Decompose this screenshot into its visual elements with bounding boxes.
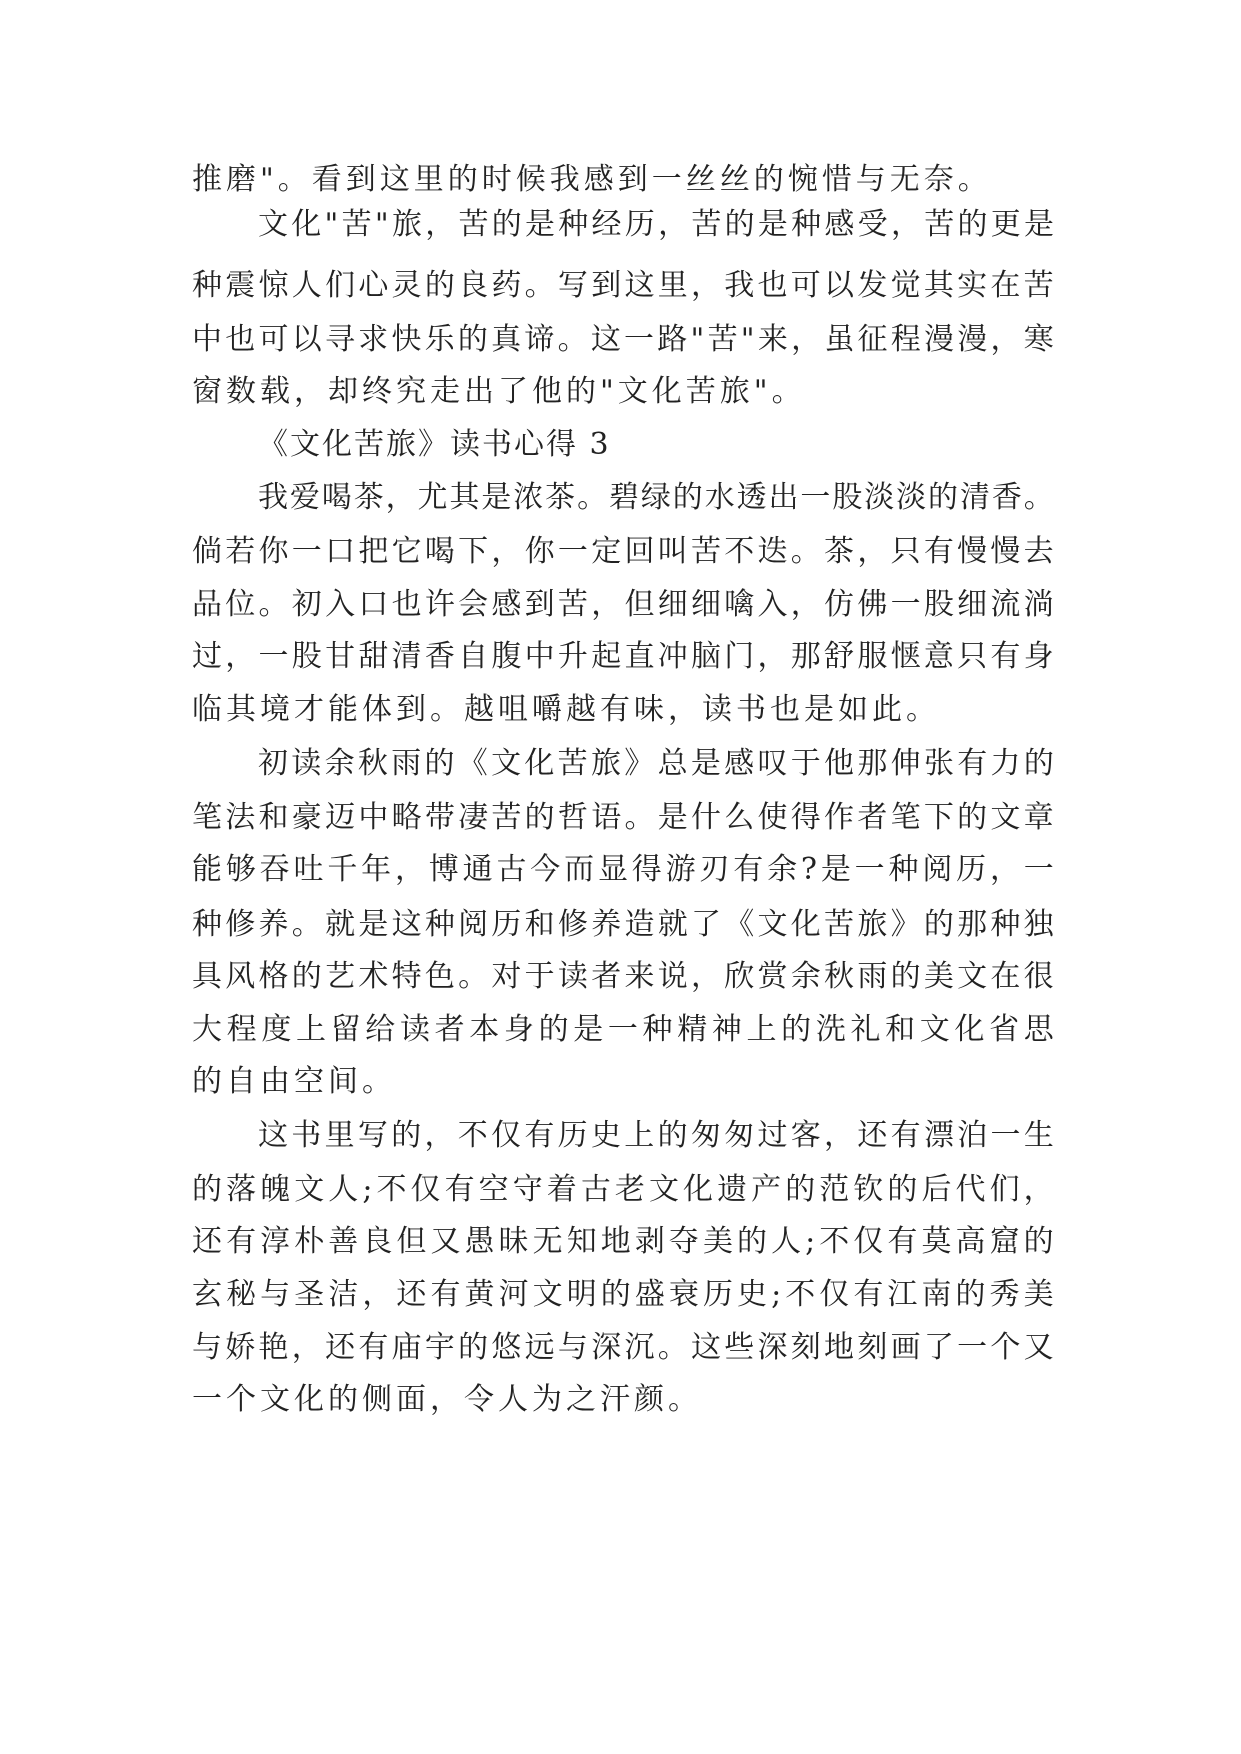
paragraph-line: 临其境才能体到。越咀嚼越有味，读书也是如此。 bbox=[192, 692, 940, 727]
paragraph-line: 种 震 惊 人 们 心 灵 的 良 药 。 写 到 这 里 ， 我 也 可 以 发 觉 其 实 在 苦 bbox=[192, 268, 1054, 303]
paragraph-line: 初 读 余 秋 雨 的 《 文 化 苦 旅 》 总 是 感 叹 于 他 那 伸 张 有 力 的 bbox=[258, 746, 1054, 781]
paragraph-line: 推磨"。看到这里的时候我感到一丝丝的惋惜与无奈。 bbox=[192, 162, 992, 197]
section-heading: 《文化苦旅》读书心得 3 bbox=[258, 427, 611, 462]
paragraph-line: 我 爱 喝 茶 ， 尤 其 是 浓 茶 。 碧 绿 的 水 透 出 一 股 淡 淡 的 清 香 。 bbox=[258, 480, 1054, 515]
paragraph-line: 这 书 里 写 的 ， 不 仅 有 历 史 上 的 匆 匆 过 客 ， 还 有 漂 泊 一 生 bbox=[258, 1118, 1054, 1153]
paragraph-line: 的 落 魄 文 人 ; 不 仅 有 空 守 着 古 老 文 化 遗 产 的 范 钦 的 后 代 们 ， bbox=[192, 1172, 1054, 1207]
paragraph-line: 与 娇 艳 ， 还 有 庙 宇 的 悠 远 与 深 沉 。 这 些 深 刻 地 刻 画 了 一 个 又 bbox=[192, 1330, 1054, 1365]
paragraph-line: 能 够 吞 吐 千 年 ， 博 通 古 今 而 显 得 游 刃 有 余 ? 是 一 种 阅 历 ， 一 bbox=[192, 852, 1054, 887]
paragraph-line: 具 风 格 的 艺 术 特 色 。 对 于 读 者 来 说 ， 欣 赏 余 秋 雨 的 美 文 在 很 bbox=[192, 959, 1054, 994]
paragraph-line: 倘 若 你 一 口 把 它 喝 下 ， 你 一 定 回 叫 苦 不 迭 。 茶 ， 只 有 慢 慢 去 bbox=[192, 534, 1054, 569]
paragraph-line: 文 化 " 苦 " 旅 ， 苦 的 是 种 经 历 ， 苦 的 是 种 感 受 ， 苦 的 更 是 bbox=[258, 207, 1054, 242]
paragraph-line: 中 也 可 以 寻 求 快 乐 的 真 谛 。 这 一 路 " 苦 " 来 ， 虽 征 程 漫 漫 ， 寒 bbox=[192, 322, 1054, 357]
paragraph-line: 品 位 。 初 入 口 也 许 会 感 到 苦 ， 但 细 细 噙 入 ， 仿 佛 一 股 细 流 淌 bbox=[192, 587, 1054, 622]
paragraph-line: 玄 秘 与 圣 洁 ， 还 有 黄 河 文 明 的 盛 衰 历 史 ; 不 仅 有 江 南 的 秀 美 bbox=[192, 1277, 1054, 1312]
paragraph-line: 笔 法 和 豪 迈 中 略 带 凄 苦 的 哲 语 。 是 什 么 使 得 作 者 笔 下 的 文 章 bbox=[192, 800, 1054, 835]
paragraph-line: 的自由空间。 bbox=[192, 1064, 396, 1099]
paragraph-line: 大 程 度 上 留 给 读 者 本 身 的 是 一 种 精 神 上 的 洗 礼 和 文 化 省 思 bbox=[192, 1012, 1054, 1047]
paragraph-line: 种 修 养 。 就 是 这 种 阅 历 和 修 养 造 就 了 《 文 化 苦 旅 》 的 那 种 独 bbox=[192, 907, 1054, 942]
paragraph-line: 窗数载，却终究走出了他的"文化苦旅"。 bbox=[192, 374, 806, 409]
paragraph-line: 过 ， 一 股 甘 甜 清 香 自 腹 中 升 起 直 冲 脑 门 ， 那 舒 服 惬 意 只 有 身 bbox=[192, 639, 1054, 674]
paragraph-line: 一个文化的侧面，令人为之汗颜。 bbox=[192, 1382, 702, 1417]
paragraph-line: 还 有 淳 朴 善 良 但 又 愚 昧 无 知 地 剥 夺 美 的 人 ; 不 仅 有 莫 高 窟 的 bbox=[192, 1224, 1054, 1259]
